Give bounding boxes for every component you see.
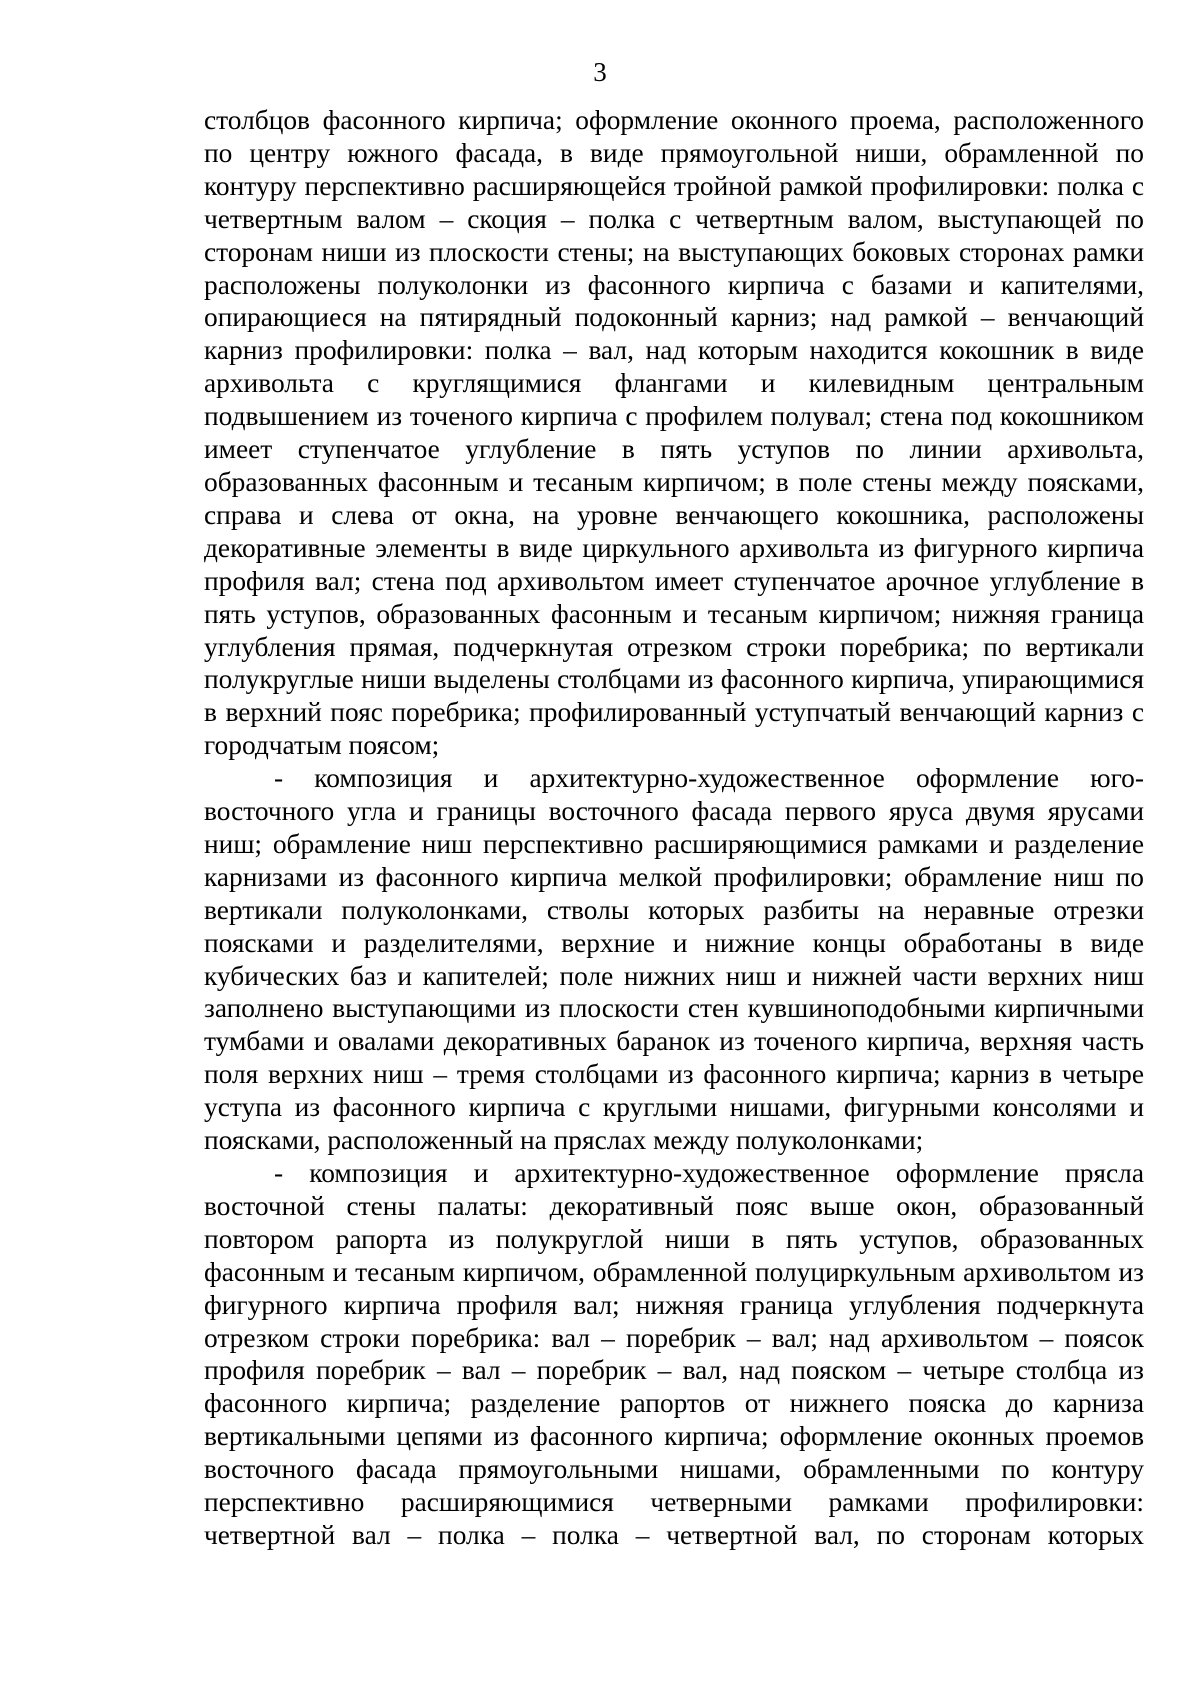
document-body [204,104,1144,1552]
paragraph-east-wall-span: - композиция и архитектурно-художественное оформление прясла восточной стены палаты: декоративный пояс выше окон, образованный повтором рапорта из полукруглой ниши в пять уступов, образованных фасонным и тесаным кирпичом, обрамленной полуциркульным архивольтом из фигурного кирпича профиля вал; нижняя граница углубления подчеркнута отрезком строки поребрика: вал – поребрик – вал; над архивольтом – поясок профиля поребрик – вал – поребрик – вал, над пояском – четыре столбца из фасонного кирпича; разделение рапортов от нижнего пояска до карниза вертикальными цепями из фасонного кирпича; оформление оконных проемов восточного фасада прямоугольными нишами, обрамленными по контуру перспективно расширяющимися четверными рамками профилировки: четвертной вал – полка – полка – четвертной вал, по сторонам которых [204,1158,1144,1550]
paragraph-south-facade-window: столбцов фасонного кирпича; оформление оконного проема, расположенного по центру южного фасада, в виде прямоугольной ниши, обрамленной по контуру перспективно расширяющейся тройной рамкой профилировки: полка с четвертным валом – скоция – полка с четвертным валом, выступающей по сторонам ниши из плоскости стены; на выступающих боковых сторонах рамки расположены полуколонки из фасонного кирпича с базами и капителями, опирающиеся на пятирядный подоконный карниз; над рамкой – венчающий карниз профилировки: полка – вал, над которым находится кокошник в виде архивольта с круглящимися флангами и килевидным центральным подвышением из точеного кирпича с профилем полувал; стена под кокошником имеет ступенчатое углубление в пять уступов по линии архивольта, образованных фасонным и тесаным кирпичом; в поле стены между поясками, справа и слева от окна, на уровне венчающего кокошника, расположены декоративные элементы в виде циркульного архивольта из фигурного кирпича профиля вал; стена под архивольтом имеет ступенчатое арочное углубление в пять уступов, образованных фасонным и тесаным кирпичом; нижняя граница углубления прямая, подчеркнутая отрезком строки поребрика; по вертикали полукруглые ниши выделены столбцами из фасонного кирпича, упирающимися в верхний пояс поребрика; профилированный уступчатый венчающий карниз с городчатым поясом; [204,105,1144,761]
paragraph-southeast-corner-niches: - композиция и архитектурно-художественное оформление юго-восточного угла и границы восточного фасада первого яруса двумя ярусами ниш; обрамление ниш перспективно расширяющимися рамками и разделение карнизами из фасонного кирпича мелкой профилировки; обрамление ниш по вертикали полуколонками, стволы которых разбиты на неравные отрезки поясками и разделителями, верхние и нижние концы обработаны в виде кубических баз и капителей; поле нижних ниш и нижней части верхних ниш заполнено выступающими из плоскости стен кувшиноподобными кирпичными тумбами и овалами декоративных баранок из точеного кирпича, верхняя часть поля верхних ниш – тремя столбцами из фасонного кирпича; карниз в четыре уступа из фасонного кирпича с круглыми нишами, фигурными консолями и поясками, расположенный на пряслах между полуколонками; [204,763,1144,1156]
page-number: 3 [593,57,607,87]
